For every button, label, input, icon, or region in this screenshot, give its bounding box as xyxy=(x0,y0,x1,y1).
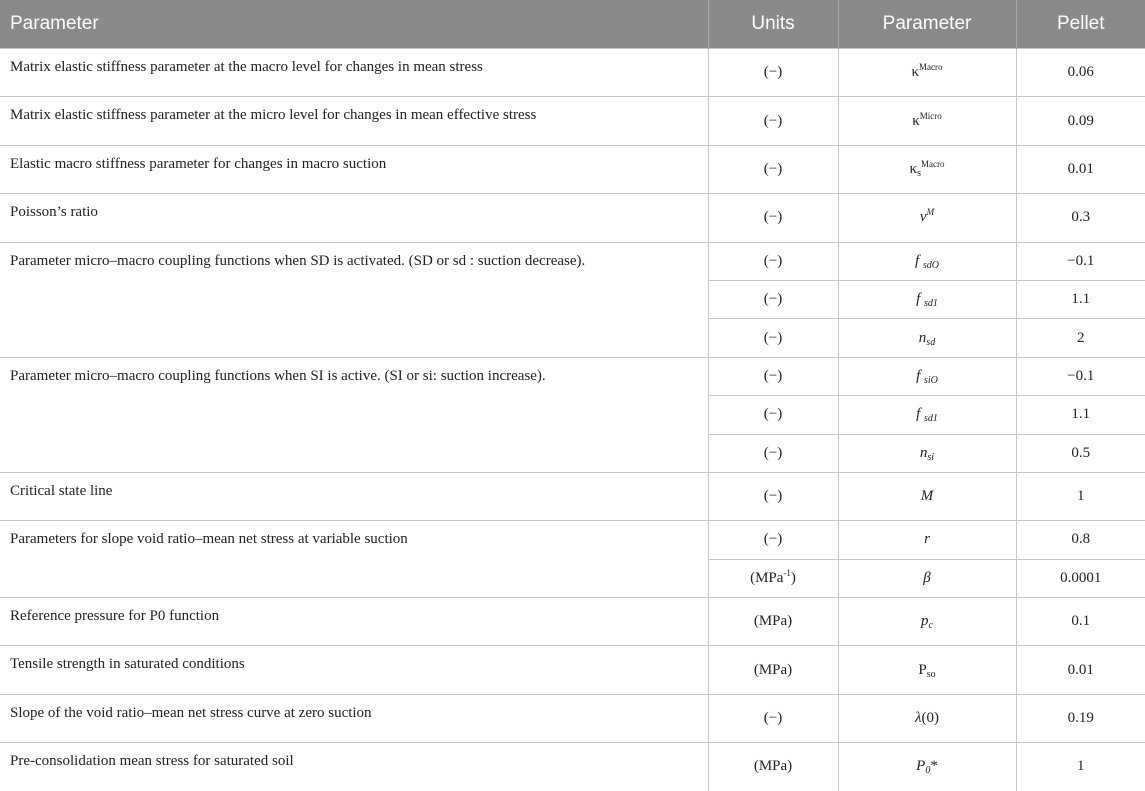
symbol-sub: 0 xyxy=(925,765,931,777)
row-symbol xyxy=(838,472,1016,520)
row-value: 0.5 xyxy=(1016,434,1145,472)
row-symbol xyxy=(838,357,1016,395)
table-row xyxy=(0,145,1145,193)
symbol-tail: (0) xyxy=(921,710,939,727)
row-value: 0.09 xyxy=(1016,97,1145,145)
row-units xyxy=(708,559,838,597)
row-value: 0.19 xyxy=(1016,694,1145,742)
row-value: −0.1 xyxy=(1016,357,1145,395)
symbol-base: p xyxy=(921,613,929,630)
table-row xyxy=(0,194,1145,242)
row-units: (−) xyxy=(708,97,838,145)
symbol-sup: Macro xyxy=(919,62,943,73)
row-units: (−) xyxy=(708,694,838,742)
row-units: (−) xyxy=(708,521,838,559)
table-row xyxy=(0,598,1145,646)
symbol-base: n xyxy=(919,444,928,461)
symbol-sub: sd xyxy=(926,336,936,348)
row-value: 1 xyxy=(1016,743,1145,791)
symbol-base: κ xyxy=(909,160,918,177)
row-value: 0.06 xyxy=(1016,49,1145,97)
symbol-base: ν xyxy=(919,209,927,226)
row-value: 1.1 xyxy=(1016,396,1145,434)
row-units: (−) xyxy=(708,357,838,395)
symbol-sup: Micro xyxy=(919,110,942,121)
row-symbol xyxy=(838,194,1016,242)
row-description: Reference pressure for P0 function xyxy=(0,598,708,646)
row-symbol xyxy=(838,434,1016,472)
table-row xyxy=(0,521,1145,559)
row-units: (MPa) xyxy=(708,743,838,791)
symbol-sup: M xyxy=(926,207,935,218)
table-row xyxy=(0,97,1145,145)
symbol-sub: siO xyxy=(924,374,938,386)
row-units: (−) xyxy=(708,396,838,434)
symbol-sub: sd1 xyxy=(924,413,938,425)
symbol-base: κ xyxy=(912,112,920,129)
symbol-base: M xyxy=(920,488,934,505)
row-description: Slope of the void ratio–mean net stress curve at zero suction xyxy=(0,694,708,742)
row-symbol xyxy=(838,521,1016,559)
row-symbol xyxy=(838,280,1016,318)
symbol-sub: s xyxy=(917,167,921,179)
row-description: Tensile strength in saturated conditions xyxy=(0,646,708,694)
row-description: Parameters for slope void ratio–mean net stress at variable suction xyxy=(0,521,708,598)
header-units: Units xyxy=(708,0,838,49)
row-description: Elastic macro stiffness parameter for changes in macro suction xyxy=(0,145,708,193)
row-units: (−) xyxy=(708,145,838,193)
row-description: Pre-consolidation mean stress for saturated soil xyxy=(0,743,708,791)
row-value: 0.1 xyxy=(1016,598,1145,646)
symbol-base: f xyxy=(916,406,921,423)
symbol-base: f xyxy=(914,252,920,269)
row-units: (−) xyxy=(708,434,838,472)
symbol-sub: si xyxy=(927,451,935,463)
table-row xyxy=(0,49,1145,97)
row-value: 0.01 xyxy=(1016,145,1145,193)
row-description: Poisson’s ratio xyxy=(0,194,708,242)
row-symbol xyxy=(838,694,1016,742)
row-value: 0.01 xyxy=(1016,646,1145,694)
symbol-base: λ xyxy=(915,710,922,727)
symbol-base: P xyxy=(916,758,926,775)
row-units: (−) xyxy=(708,49,838,97)
row-value: −0.1 xyxy=(1016,242,1145,280)
symbol-base: f xyxy=(916,367,921,384)
row-units: (MPa) xyxy=(708,646,838,694)
row-units: (−) xyxy=(708,194,838,242)
row-symbol xyxy=(838,319,1016,357)
row-symbol xyxy=(838,97,1016,145)
symbol-base: n xyxy=(918,329,927,346)
row-units: (−) xyxy=(708,472,838,520)
table-row xyxy=(0,472,1145,520)
row-units: (−) xyxy=(708,280,838,318)
row-value: 0.3 xyxy=(1016,194,1145,242)
row-symbol xyxy=(838,242,1016,280)
symbol-sub: sdO xyxy=(922,259,940,271)
table-row xyxy=(0,357,1145,395)
header-symbol: Parameter xyxy=(838,0,1016,49)
row-symbol xyxy=(838,598,1016,646)
symbol-base: P xyxy=(918,661,927,678)
row-symbol xyxy=(838,743,1016,791)
row-value: 1 xyxy=(1016,472,1145,520)
row-units: (MPa) xyxy=(708,598,838,646)
table-row xyxy=(0,743,1145,791)
header-pellet: Pellet xyxy=(1016,0,1145,49)
units-main: (MPa xyxy=(750,569,784,586)
row-symbol xyxy=(838,145,1016,193)
row-value: 2 xyxy=(1016,319,1145,357)
row-description: Matrix elastic stiffness parameter at the micro level for changes in mean effective stress xyxy=(0,97,708,145)
symbol-sub: c xyxy=(928,620,933,632)
row-units: (−) xyxy=(708,242,838,280)
row-description: Matrix elastic stiffness parameter at the macro level for changes in mean stress xyxy=(0,49,708,97)
header-row xyxy=(0,0,1145,49)
symbol-sub: sd1 xyxy=(924,298,938,310)
symbol-base: f xyxy=(916,291,921,308)
row-value: 0.8 xyxy=(1016,521,1145,559)
row-symbol xyxy=(838,559,1016,597)
symbol-tail: * xyxy=(930,758,938,775)
table-row xyxy=(0,242,1145,280)
symbol-base: β xyxy=(923,569,931,586)
units-end: ) xyxy=(790,569,796,586)
row-description: Critical state line xyxy=(0,472,708,520)
symbol-sup: Macro xyxy=(920,158,945,169)
row-value: 1.1 xyxy=(1016,280,1145,318)
units-sup: -1 xyxy=(783,567,791,578)
row-symbol xyxy=(838,49,1016,97)
row-symbol xyxy=(838,396,1016,434)
row-description: Parameter micro–macro coupling functions when SD is activated. (SD or sd : suction decrease). xyxy=(0,242,708,357)
symbol-base: κ xyxy=(911,64,920,81)
header-parameter: Parameter xyxy=(0,0,708,49)
row-units: (−) xyxy=(708,319,838,357)
symbol-sub: so xyxy=(926,668,936,680)
row-symbol xyxy=(838,646,1016,694)
row-value: 0.0001 xyxy=(1016,559,1145,597)
symbol-base: r xyxy=(924,531,930,548)
row-description: Parameter micro–macro coupling functions when SI is active. (SI or si: suction increase). xyxy=(0,357,708,472)
table-row xyxy=(0,694,1145,742)
table-row xyxy=(0,646,1145,694)
